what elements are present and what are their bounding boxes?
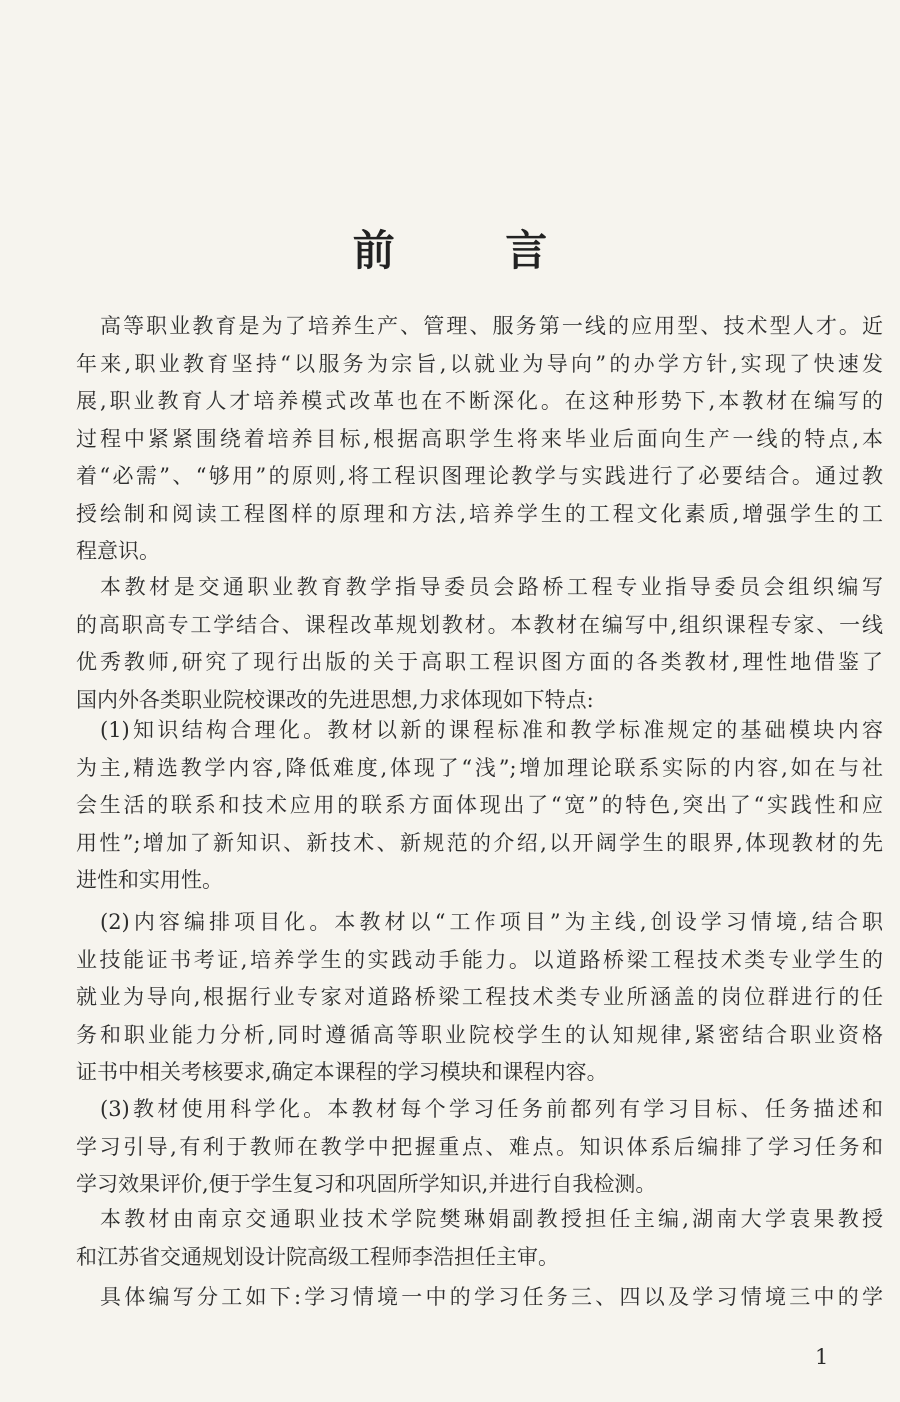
text-line: 程意识。	[76, 539, 160, 563]
text-line: 用性”;增加了新知识、新技术、新规范的介绍,以开阔学生的眼界,体现教材的先	[76, 830, 883, 855]
text-line: 学习效果评价,便于学生复习和巩固所学知识,并进行自我检测。	[76, 1172, 657, 1196]
text-line: 高等职业教育是为了培养生产、管理、服务第一线的应用型、技术型人才。近	[100, 314, 883, 338]
text-line: 为主,精选教学内容,降低难度,体现了“浅”;增加理论联系实际的内容,如在与社	[76, 755, 883, 780]
paragraph	[76, 712, 883, 900]
paragraph	[76, 1279, 883, 1317]
text-line: 本教材由南京交通职业技术学院樊琳娟副教授担任主编,湖南大学袁果教授	[100, 1207, 883, 1231]
text-line: 学习引导,有利于教师在教学中把握重点、难点。知识体系后编排了学习任务和	[76, 1134, 883, 1159]
text-line: 授绘制和阅读工程图样的原理和方法,培养学生的工程文化素质,增强学生的工	[76, 501, 883, 526]
text-line: 本教材是交通职业教育教学指导委员会路桥工程专业指导委员会组织编写	[100, 575, 883, 599]
page-title: 前 言	[352, 226, 596, 275]
text-line: 国内外各类职业院校课改的先进思想,力求体现如下特点:	[76, 687, 594, 712]
text-line: 务和职业能力分析,同时遵循高等职业院校学生的认知规律,紧密结合职业资格	[76, 1022, 883, 1047]
text-line: (2)内容编排项目化。本教材以“工作项目”为主线,创设学习情境,结合职	[100, 910, 883, 934]
text-line: 进性和实用性。	[76, 868, 223, 892]
paragraph	[76, 569, 883, 719]
text-line: 就业为导向,根据行业专家对道路桥梁工程技术类专业所涵盖的岗位群进行的任	[76, 985, 883, 1009]
text-line: 业技能证书考证,培养学生的实践动手能力。以道路桥梁工程技术类专业学生的	[76, 947, 883, 972]
text-line: 具体编写分工如下:学习情境一中的学习任务三、四以及学习情境三中的学	[100, 1285, 883, 1309]
page-number: 1	[815, 1345, 829, 1369]
paragraph	[76, 308, 883, 571]
text-line: 展,职业教育人才培养模式改革也在不断深化。在这种形势下,本教材在编写的	[76, 389, 883, 413]
text-line: (3)教材使用科学化。本教材每个学习任务前都列有学习目标、任务描述和	[100, 1097, 883, 1121]
text-line: (1)知识结构合理化。教材以新的课程标准和教学标准规定的基础模块内容	[100, 718, 883, 742]
text-line: 着“必需”、“够用”的原则,将工程识图理论教学与实践进行了必要结合。通过教	[76, 464, 883, 488]
text-line: 的高职高专工学结合、课程改革规划教材。本教材在编写中,组织课程专家、一线	[76, 612, 883, 637]
text-line: 年来,职业教育坚持“以服务为宗旨,以就业为导向”的办学方针,实现了快速发	[76, 351, 883, 376]
text-line: 会生活的联系和技术应用的联系方面体现出了“宽”的特色,突出了“实践性和应	[76, 793, 883, 817]
paragraph	[76, 1201, 883, 1276]
paragraph	[76, 1091, 883, 1204]
text-line: 证书中相关考核要求,确定本课程的学习模块和课程内容。	[76, 1060, 608, 1084]
text-line: 和江苏省交通规划设计院高级工程师李浩担任主审。	[76, 1244, 559, 1269]
text-line: 优秀教师,研究了现行出版的关于高职工程识图方面的各类教材,理性地借鉴了	[76, 650, 883, 674]
text-line: 过程中紧紧围绕着培养目标,根据高职学生将来毕业后面向生产一线的特点,本	[76, 426, 883, 451]
paragraph	[76, 904, 883, 1092]
